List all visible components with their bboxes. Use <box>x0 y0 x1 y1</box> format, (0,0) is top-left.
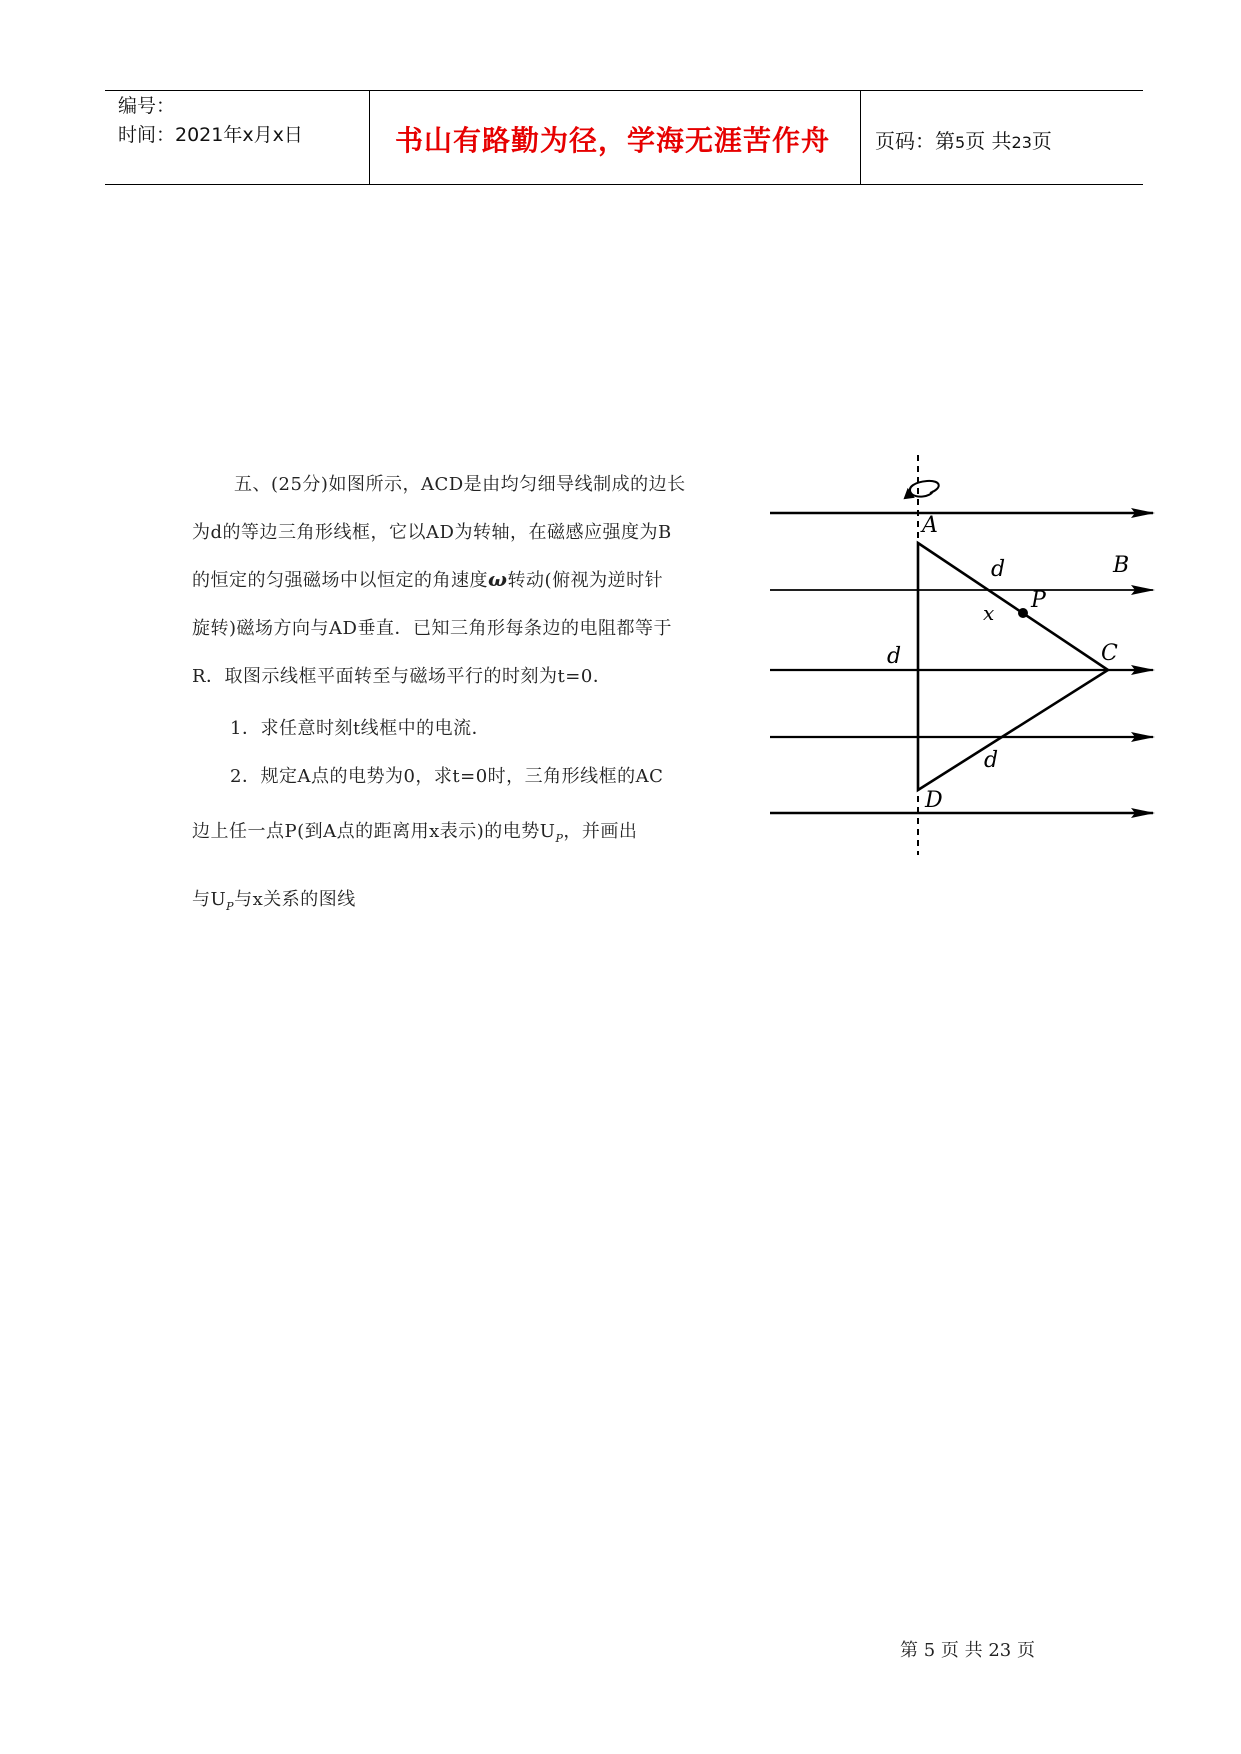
label-d-top: d <box>991 557 1006 582</box>
question-1: 1．求任意时刻t线框中的电流． <box>230 718 491 739</box>
label-p: P <box>1031 588 1046 613</box>
point-p-dot <box>1018 608 1028 618</box>
header-divider-right <box>860 90 861 184</box>
question-2-line-3: 与$U_P$与x关系的图线 <box>192 889 356 913</box>
label-b: B <box>1113 553 1130 578</box>
omega-symbol: ω <box>488 567 508 591</box>
header-motto: 书山有路勤为径，学海无涯苦作舟 <box>395 124 831 157</box>
question-2-line-1: 2．规定A点的电势为0，求t=0时，三角形线框的AC <box>230 766 664 787</box>
header-bottom-rule <box>105 184 1143 185</box>
label-x: x <box>983 601 995 625</box>
problem-line-5: R．取图示线框平面转至与磁场平行的时刻为t=0． <box>192 666 612 687</box>
page-total: 23 <box>1011 133 1032 152</box>
header-info <box>118 94 303 148</box>
problem-line-4: 旋转)磁场方向与AD垂直．已知三角形每条边的电阻都等于 <box>192 618 672 639</box>
label-d-mid: d <box>887 644 902 669</box>
problem-line-1: 五、(25分)如图所示，ACD是由均匀细导线制成的边长 <box>234 474 686 495</box>
problem-line-3: 的恒定的匀强磁场中以恒定的角速度ω转动(俯视为逆时针 <box>192 567 664 591</box>
label-d-bottom: d <box>984 748 999 773</box>
page-footer: 第 5 页 共 23 页 <box>900 1640 1035 1661</box>
subscript-p: P <box>555 832 564 845</box>
header-divider-left <box>369 90 370 184</box>
page-current: 5 <box>955 133 966 152</box>
question-2-line-2: 边上任一点P(到A点的距离用x表示)的电势$U_P$，并画出 <box>192 821 638 845</box>
problem-line-2: 为d的等边三角形线框，它以AD为转轴，在磁感应强度为B <box>192 522 672 543</box>
rotation-arrow-icon <box>905 481 939 498</box>
document-number-label: 编号： <box>118 95 176 117</box>
header-page-indicator <box>875 125 1052 154</box>
label-d-vertex: D <box>925 788 943 813</box>
subscript-p-2: P <box>226 900 235 913</box>
triangle-frame <box>918 543 1108 790</box>
document-time-label: 时间：2021年x月x日 <box>118 124 303 146</box>
page-prefix: 页码：第 <box>875 129 955 153</box>
label-c: C <box>1101 641 1118 666</box>
label-a: A <box>922 513 938 538</box>
page-suffix: 页 <box>1031 129 1052 153</box>
triangle-magnetic-field-figure <box>755 450 1165 860</box>
page-mid: 页 共 <box>965 129 1012 153</box>
header-top-rule <box>105 90 1143 91</box>
